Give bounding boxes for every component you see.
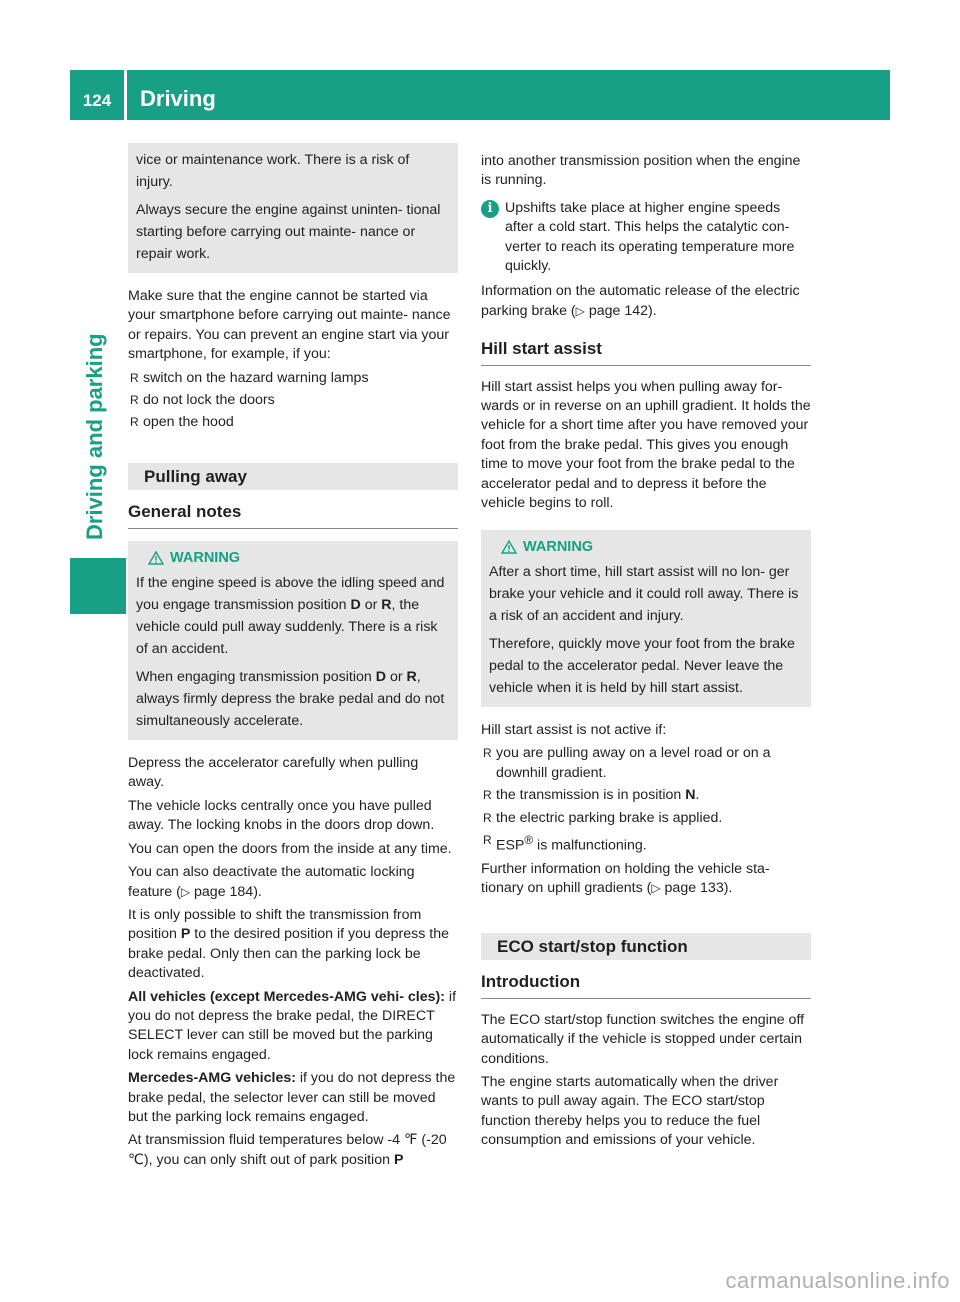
warning-header	[489, 538, 803, 557]
list-item: R switch on the hazard warning lamps	[128, 369, 458, 388]
paragraph: At transmission fluid temperatures below -4 ℉ (-20 ℃), you can only shift out of park position P	[128, 1132, 447, 1168]
list-item: R do not lock the doors	[128, 391, 458, 410]
paragraph-page-ref: Information on the automatic release of the electric parking brake (▷ page 142).	[481, 283, 800, 319]
warning-box	[128, 541, 458, 740]
bullet-icon: R	[483, 832, 492, 847]
page-number: 124	[82, 91, 112, 110]
bullet-icon: R	[130, 415, 139, 430]
bullet-list	[128, 369, 458, 433]
bullet-icon: R	[130, 393, 139, 408]
paragraph: Depress the accelerator carefully when pulling away.	[128, 755, 419, 791]
bullet-icon: R	[483, 788, 492, 803]
right-column	[481, 152, 811, 1155]
warning-box	[481, 530, 811, 707]
paragraph: The engine starts automatically when the driver wants to pull away again. The ECO start/stop function thereby helps you to reduce the fuel consumption and emissions of your vehicle.	[481, 1073, 779, 1149]
warning-triangle-icon	[148, 551, 164, 565]
paragraph: You can open the doors from the inside at any time.	[128, 840, 452, 857]
warning-box-continued	[128, 143, 458, 273]
warning-triangle-icon	[501, 540, 517, 554]
list-item: R you are pulling away on a level road or on a downhill gradient.	[483, 745, 771, 781]
list-item: R the electric parking brake is applied.	[481, 809, 811, 828]
bullet-icon: R	[483, 746, 492, 761]
page-ref-arrow-icon: ▷	[180, 884, 191, 899]
subheading-hill-start: Hill start assist	[481, 339, 811, 365]
list-item: R open the hood	[128, 413, 458, 432]
bullet-icon: R	[483, 810, 492, 825]
page-ref-arrow-icon: ▷	[575, 303, 585, 318]
warning-text: When engaging transmission position D or R, always firmly depress the brake pedal and do not simultaneously accelerate.	[136, 669, 445, 730]
subheading-general-notes: General notes	[128, 502, 458, 528]
info-note	[481, 199, 811, 277]
info-icon: i	[481, 200, 499, 218]
section-title: Driving	[140, 86, 216, 111]
header-separator	[124, 70, 127, 120]
paragraph-page-ref: Further information on holding the vehicle sta- tionary on uphill gradients (▷ page 133).	[481, 861, 770, 897]
side-tab-marker	[70, 558, 126, 614]
list-item: R the transmission is in position N.	[481, 786, 811, 805]
side-label-text: Driving and parking	[82, 333, 107, 540]
page-ref-arrow-icon: ▷	[651, 881, 661, 896]
left-column	[128, 150, 458, 1174]
paragraph-continued: into another transmission position when the engine is running.	[481, 153, 801, 189]
paragraph: The vehicle locks centrally once you have pulled away. The locking knobs in the doors drop down.	[128, 797, 435, 834]
paragraph-smartphone: Make sure that the engine cannot be started via your smartphone before carrying out mainte- nance or repairs. You can prevent an engine start via your smartphone, for example, if you:	[128, 288, 451, 363]
warning-text: Therefore, quickly move your foot from the brake pedal to the accelerator pedal. Never leave the vehicle when it is held by hill start assist.	[489, 635, 795, 696]
subheading-introduction: Introduction	[481, 972, 811, 998]
bullet-icon: R	[130, 370, 139, 385]
info-text: Upshifts take place at higher engine speeds after a cold start. This helps the catalytic con- verter to reach its operating temperature more quickly.	[505, 199, 795, 275]
warning-label: WARNING	[170, 549, 241, 566]
warning-text: After a short time, hill start assist will no lon- ger brake your vehicle and it could roll away. There is a risk of an accident and injury.	[489, 563, 799, 624]
list-item: R ESP® is malfunctioning.	[483, 832, 647, 854]
warning-text: If the engine speed is above the idling speed and you engage transmission position D or R, the vehicle could pull away suddenly. There is a risk of an accident.	[136, 575, 445, 658]
heading-eco-start-stop: ECO start/stop function	[481, 933, 811, 960]
box-text: Always secure the engine against uninten- tional starting before carrying out mainte- nance or repair work.	[136, 202, 441, 262]
warning-header	[136, 549, 450, 568]
paragraph: Hill start assist helps you when pulling away for- wards or in reverse on an uphill gradient. It holds the vehicle for a short time after you have removed your foot from the brake pedal. This gives you enough time to move your foot from the brake pedal to the accelerator pedal and to depress it before the vehicle begins to roll.	[481, 378, 811, 512]
paragraph: All vehicles (except Mercedes-AMG vehi- cles): if you do not depress the brake pedal, the DIRECT SELECT lever can still be moved but the parking lock remains engaged.	[128, 988, 457, 1063]
heading-pulling-away: Pulling away	[128, 463, 458, 490]
paragraph: The ECO start/stop function switches the engine off automatically if the vehicle is stopped under certain conditions.	[481, 1011, 805, 1067]
bullet-list	[481, 744, 811, 856]
paragraph: Mercedes-AMG vehicles: if you do not depress the brake pedal, the selector lever can still be moved but the parking lock remains engaged.	[128, 1070, 456, 1125]
warning-label: WARNING	[523, 538, 594, 555]
paragraph-page-ref: You can also deactivate the automatic locking feature (▷ page 184).	[128, 864, 415, 900]
paragraph: It is only possible to shift the transmission from position P to the desired position if you depress the brake pedal. Only then can the parking lock be deactivated.	[128, 906, 449, 982]
box-text: vice or maintenance work. There is a risk of injury.	[136, 152, 410, 190]
paragraph: Hill start assist is not active if:	[481, 721, 667, 738]
watermark: carmanualsonline.info	[725, 1268, 950, 1293]
